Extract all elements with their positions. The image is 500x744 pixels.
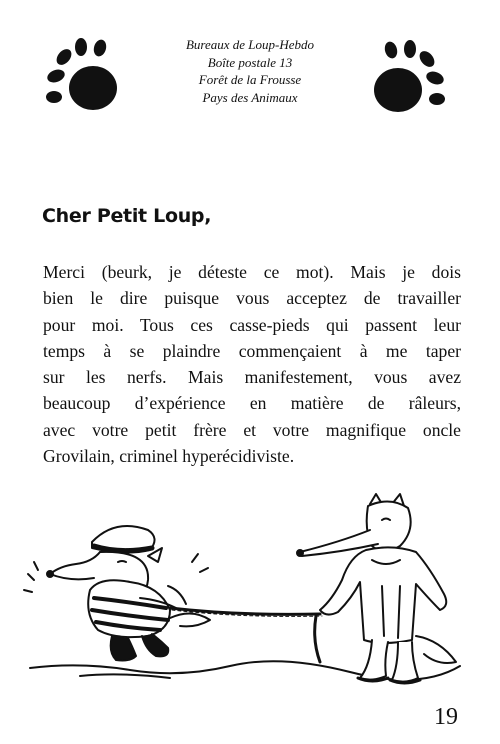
body-line: pour moi. Tous ces casse-pieds qui passent leur [43, 314, 461, 335]
address-line-3: Forêt de la Frousse [198, 72, 302, 87]
address-line-1: Bureaux de Loup-Hebdo [185, 37, 315, 52]
address-line-4: Pays des Animaux [202, 89, 298, 105]
letter-body [43, 259, 461, 469]
body-line: temps à se plaindre commençaient à me taper [43, 340, 461, 361]
address-line-2: Boîte postale 13 [207, 54, 293, 70]
body-line: sur les nerfs. Mais manifestement, vous avez [43, 367, 461, 388]
body-line: beaucoup d’expérience en matière de râleurs, [43, 393, 461, 414]
letter-salutation: Cher Petit Loup, [42, 205, 212, 227]
body-line: avec votre petit frère et votre magnifique oncle [43, 419, 461, 440]
body-line: Grovilain, criminel hyperécidiviste. [43, 446, 295, 467]
wolves-tug-of-war-illustration [20, 490, 480, 700]
body-line: bien le dire puisque vous acceptez de travailler [43, 288, 461, 309]
page-number: 19 [434, 704, 458, 730]
address-block [150, 36, 350, 106]
body-line: Merci (beurk, je déteste ce mot). Mais je dois [43, 262, 461, 282]
paw-print-icon [365, 40, 451, 120]
paw-print-icon [40, 38, 126, 118]
